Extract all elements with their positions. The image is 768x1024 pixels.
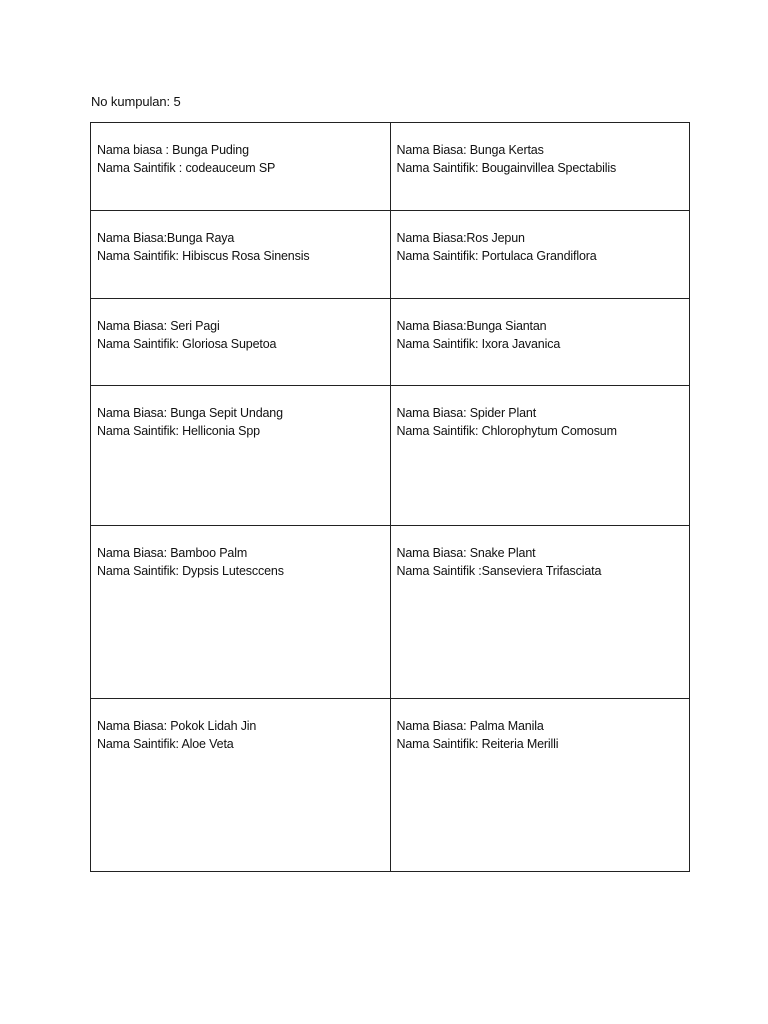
table-row <box>91 699 690 872</box>
plant-cell <box>390 386 690 526</box>
scientific-name: Nama Saintifik: Portulaca Grandiflora <box>396 248 597 263</box>
scientific-name: Nama Saintifik : codeauceum SP <box>97 160 276 175</box>
group-number-label: No kumpulan: 5 <box>91 94 181 109</box>
scientific-name: Nama Saintifik: Bougainvillea Spectabilis <box>396 160 617 175</box>
common-name: Nama Biasa: Seri Pagi <box>97 319 220 333</box>
scientific-name: Nama Saintifik: Helliconia Spp <box>97 423 260 438</box>
scientific-name: Nama Saintifik: Dypsis Lutesccens <box>97 563 284 578</box>
plant-cell <box>390 526 690 699</box>
scientific-name: Nama Saintifik: Reiteria Merilli <box>396 736 559 751</box>
scientific-name: Nama Saintifik: Gloriosa Supetoa <box>97 336 277 351</box>
common-name: Nama Biasa: Snake Plant <box>396 546 536 560</box>
scientific-name: Nama Saintifik: Hibiscus Rosa Sinensis <box>97 248 310 263</box>
table-row <box>91 386 690 526</box>
common-name: Nama Biasa: Bamboo Palm <box>97 546 248 560</box>
plant-table <box>90 122 690 872</box>
table-row <box>91 211 690 299</box>
common-name: Nama Biasa: Bunga Kertas <box>396 143 544 157</box>
plant-cell <box>91 299 391 386</box>
plant-cell <box>91 699 391 872</box>
common-name: Nama Biasa: Bunga Sepit Undang <box>97 406 283 420</box>
common-name: Nama Biasa:Ros Jepun <box>396 231 525 245</box>
common-name: Nama biasa : Bunga Puding <box>97 143 249 157</box>
common-name: Nama Biasa: Palma Manila <box>396 719 544 733</box>
table-row <box>91 123 690 211</box>
scientific-name: Nama Saintifik: Chlorophytum Comosum <box>396 423 617 438</box>
scientific-name: Nama Saintifik: Aloe Veta <box>97 736 234 751</box>
plant-cell <box>390 211 690 299</box>
plant-cell <box>390 299 690 386</box>
common-name: Nama Biasa: Pokok Lidah Jin <box>97 719 257 733</box>
plant-cell <box>91 123 391 211</box>
common-name: Nama Biasa:Bunga Raya <box>97 231 235 245</box>
plant-cell <box>390 123 690 211</box>
table-row <box>91 526 690 699</box>
plant-cell <box>390 699 690 872</box>
plant-cell <box>91 386 391 526</box>
common-name: Nama Biasa: Spider Plant <box>396 406 537 420</box>
plant-cell <box>91 526 391 699</box>
scientific-name: Nama Saintifik: Ixora Javanica <box>396 336 561 351</box>
scientific-name: Nama Saintifik :Sanseviera Trifasciata <box>396 563 602 578</box>
table-row <box>91 299 690 386</box>
common-name: Nama Biasa:Bunga Siantan <box>396 319 547 333</box>
plant-cell <box>91 211 391 299</box>
